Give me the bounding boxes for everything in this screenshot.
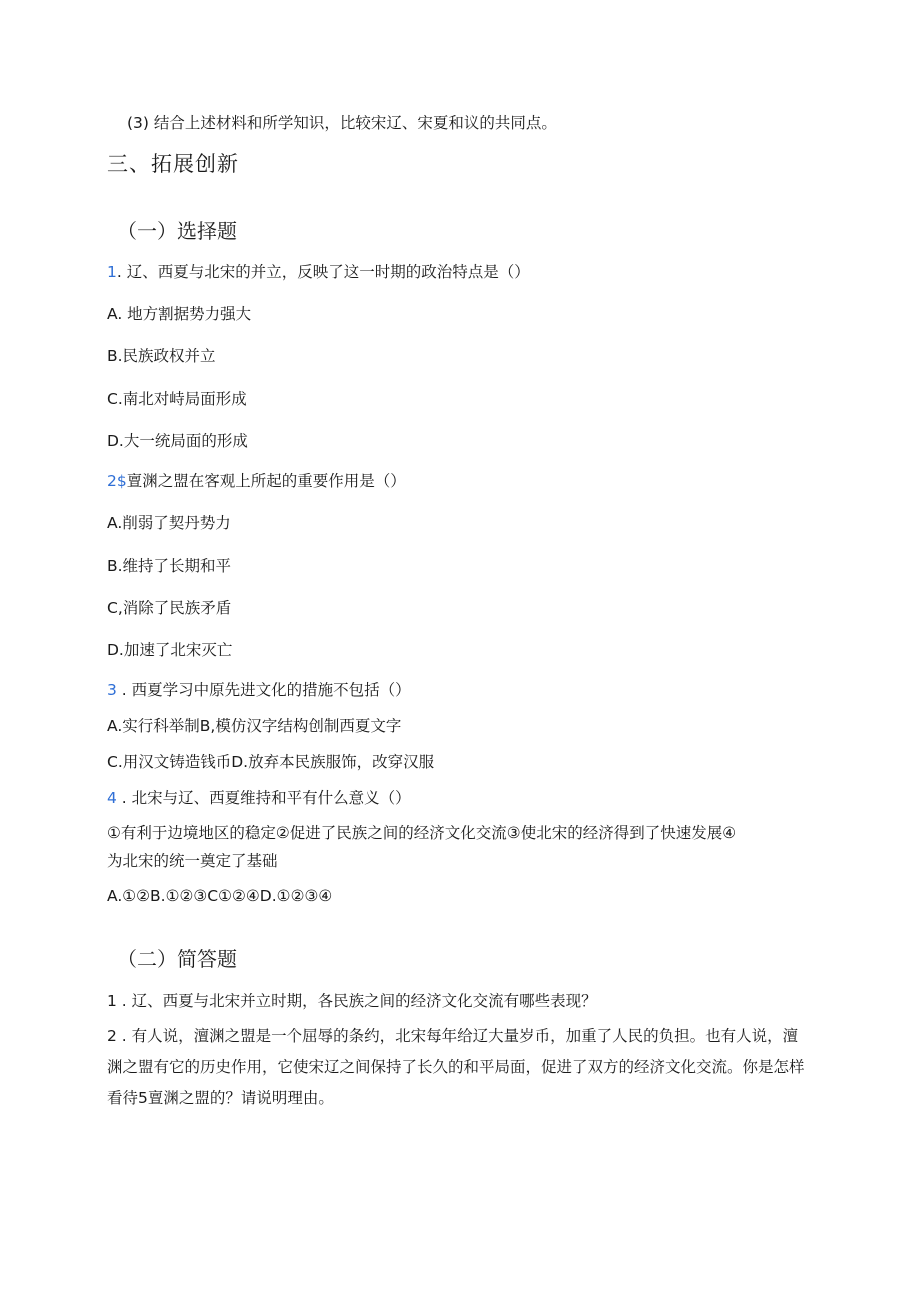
- question-number: 4: [107, 789, 117, 807]
- section-heading: 三、拓展创新: [107, 152, 239, 176]
- question-stem: . 北宋与辽、西夏维持和平有什么意义（）: [116, 789, 411, 807]
- question-text: . 有人说，澶渊之盟是一个屈辱的条约，北宋每年给辽大量岁币，加重了人民的负担。也有人说，澶渊之盟有它的历史作用，它使宋辽之间保持了长久的和平局面，促进了双方的经济文化交流。你是怎样看待5亶渊之盟的？请说明理由。: [107, 1027, 805, 1107]
- choice-question-4: [107, 788, 411, 808]
- question-number: 2$: [107, 472, 127, 490]
- option: D.加速了北宋灭亡: [107, 641, 233, 659]
- option: A. 地方割据势力强大: [107, 305, 252, 323]
- short-question-1: [107, 991, 597, 1011]
- choice-question-3: [107, 680, 411, 700]
- choice-section-title: （一）选择题: [117, 219, 237, 243]
- question-body-line: ①有利于边境地区的稳定②促进了民族之间的经济文化交流③使北宋的经济得到了快速发展④: [107, 824, 737, 842]
- question-stem: . 辽、西夏与北宋的并立，反映了这一时期的政治特点是（）: [116, 263, 530, 281]
- choice-question-1: [107, 262, 530, 282]
- option: D.大一统局面的形成: [107, 432, 248, 450]
- option: A.①②B.①②③C①②④D.①②③④: [107, 887, 333, 905]
- option: C.用汉文铸造钱币D.放弃本民族服饰，改穿汉服: [107, 753, 435, 771]
- question-number: 3: [107, 681, 117, 699]
- question-stem: 亶渊之盟在客观上所起的重要作用是（）: [126, 472, 406, 490]
- short-section-title: （二）简答题: [117, 947, 237, 971]
- option: B.民族政权并立: [107, 347, 216, 365]
- short-question-2: [107, 1021, 807, 1114]
- option: C,消除了民族矛盾: [107, 599, 232, 617]
- question-number: 1: [107, 263, 117, 281]
- option: A.削弱了契丹势力: [107, 514, 231, 532]
- part2-question-3: (3) 结合上述材料和所学知识，比较宋辽、宋夏和议的共同点。: [127, 114, 557, 132]
- option: C.南北对峙局面形成: [107, 390, 247, 408]
- question-stem: . 西夏学习中原先进文化的措施不包括（）: [116, 681, 411, 699]
- option: B.维持了长期和平: [107, 557, 232, 575]
- question-text: . 辽、西夏与北宋并立时期，各民族之间的经济文化交流有哪些表现？: [116, 992, 597, 1010]
- question-body-line: 为北宋的统一奠定了基础: [107, 852, 278, 870]
- question-number: 1: [107, 992, 117, 1010]
- question-number: 2: [107, 1027, 117, 1045]
- choice-question-2: [107, 471, 406, 491]
- option: A.实行科举制B,模仿汉字结构创制西夏文字: [107, 717, 402, 735]
